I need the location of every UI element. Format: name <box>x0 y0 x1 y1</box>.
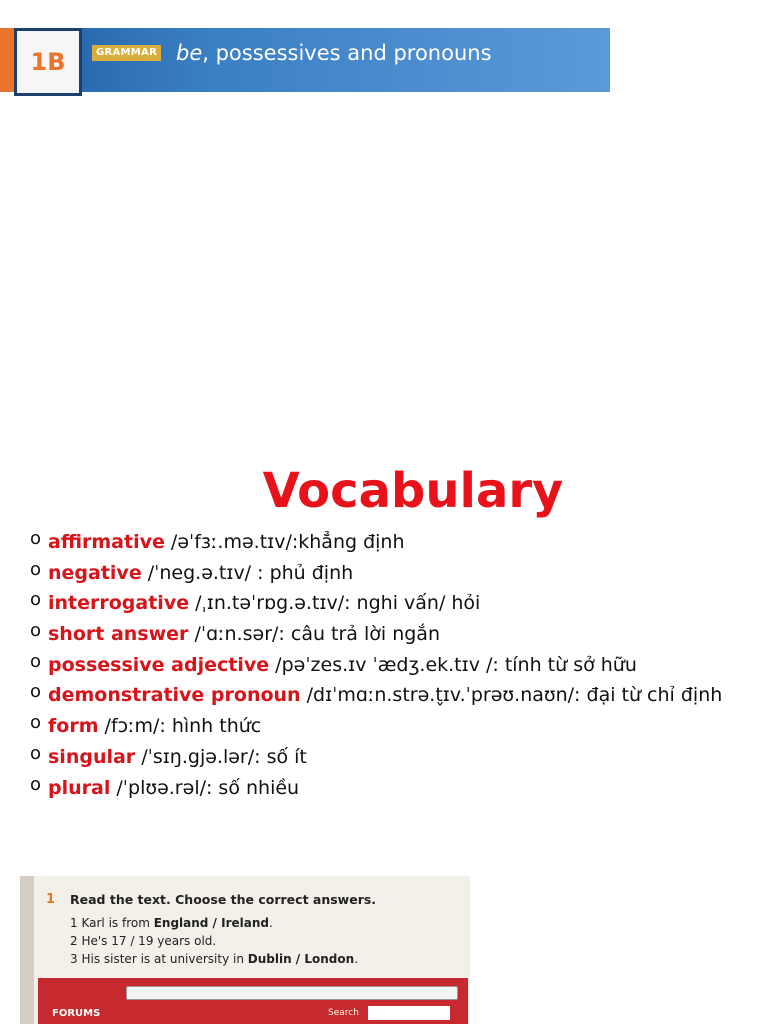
vocabulary-item <box>30 711 760 742</box>
forums-label: FORUMS <box>52 1008 101 1019</box>
vocabulary-definition: /ˈɑːn.sər/: câu trả lời ngắn <box>188 623 440 646</box>
vocabulary-definition: /ˈplʊə.rəl/: số nhiều <box>110 776 300 799</box>
bullet-icon: o <box>30 773 42 795</box>
vocabulary-term: singular <box>48 745 136 768</box>
vocabulary-item <box>30 558 760 589</box>
question-number: 3 <box>70 952 78 966</box>
bullet-icon: o <box>30 650 42 672</box>
vocabulary-item <box>30 680 760 711</box>
question-number: 1 <box>70 916 78 930</box>
question-text: Karl is from <box>81 916 154 930</box>
vocabulary-term: interrogative <box>48 592 190 615</box>
question-number: 2 <box>70 934 78 948</box>
exercise-question <box>70 916 273 930</box>
question-end: . <box>354 952 359 966</box>
exercise-instruction: Read the text. Choose the correct answers. <box>70 892 377 907</box>
grammar-tag: GRAMMAR <box>92 45 161 61</box>
vocabulary-definition: /ˈneg.ə.tɪv/ : phủ định <box>141 561 354 584</box>
search-label: Search <box>328 1008 359 1018</box>
vocabulary-definition: /əˈfɜː.mə.tɪv/:khẳng định <box>164 531 405 553</box>
lesson-title-rest: , possessives and pronouns <box>202 41 492 65</box>
exercise-question <box>70 952 358 966</box>
page-binding-edge <box>20 876 34 1024</box>
vocabulary-definition: /dɪˈmɑːn.strə.t̬ɪv.ˈprəʊ.naʊn/: đại từ chỉ định <box>300 684 723 707</box>
vocabulary-item <box>30 650 760 681</box>
vocabulary-title: Vocabulary <box>262 463 564 519</box>
lesson-banner <box>0 28 610 92</box>
lesson-title <box>176 38 492 68</box>
vocabulary-definition: /ˌɪn.təˈrɒg.ə.tɪv/: nghi vấn/ hỏi <box>189 592 481 615</box>
vocabulary-definition: /pəˈzes.ɪv ˈædʒ.ek.tɪv /: tính từ sở hữu <box>269 653 637 676</box>
vocabulary-term: form <box>48 715 99 738</box>
vocabulary-item <box>30 773 760 804</box>
vocabulary-term: short answer <box>48 623 189 646</box>
bullet-icon: o <box>30 712 42 734</box>
vocabulary-definition: /ˈsɪŋ.gjə.lər/: số ít <box>135 745 307 768</box>
bullet-icon: o <box>30 620 42 642</box>
vocabulary-term: negative <box>48 561 142 584</box>
question-text: He's 17 / 19 years old. <box>81 934 217 948</box>
vocabulary-item <box>30 742 760 773</box>
forum-webpage-image <box>38 978 468 1024</box>
vocabulary-term: affirmative <box>48 531 165 553</box>
unit-badge <box>14 28 82 96</box>
question-options: Dublin / London <box>247 952 355 966</box>
vocabulary-term: demonstrative pronoun <box>48 684 301 707</box>
bullet-icon: o <box>30 528 42 549</box>
vocabulary-item <box>30 527 760 558</box>
vocabulary-item <box>30 588 760 619</box>
question-options: England / Ireland <box>153 916 269 930</box>
bullet-icon: o <box>30 742 42 764</box>
exercise-image <box>20 876 470 1024</box>
vocabulary-list <box>30 527 760 803</box>
bullet-icon: o <box>30 681 42 703</box>
unit-badge-label: 1B <box>30 48 66 76</box>
question-end: . <box>268 916 273 930</box>
bullet-icon: o <box>30 589 42 611</box>
lesson-title-italic: be <box>176 41 203 65</box>
exercise-question <box>70 934 216 948</box>
bullet-icon: o <box>30 558 42 580</box>
browser-address-bar <box>126 986 458 1000</box>
vocabulary-term: possessive adjective <box>48 653 270 676</box>
vocabulary-item <box>30 619 760 650</box>
vocabulary-definition: /fɔːm/: hình thức <box>98 715 262 738</box>
question-text: His sister is at university in <box>81 952 248 966</box>
search-box <box>368 1006 450 1020</box>
vocabulary-term: plural <box>48 776 111 799</box>
exercise-number: 1 <box>46 892 56 907</box>
banner-accent-strip <box>0 28 14 92</box>
